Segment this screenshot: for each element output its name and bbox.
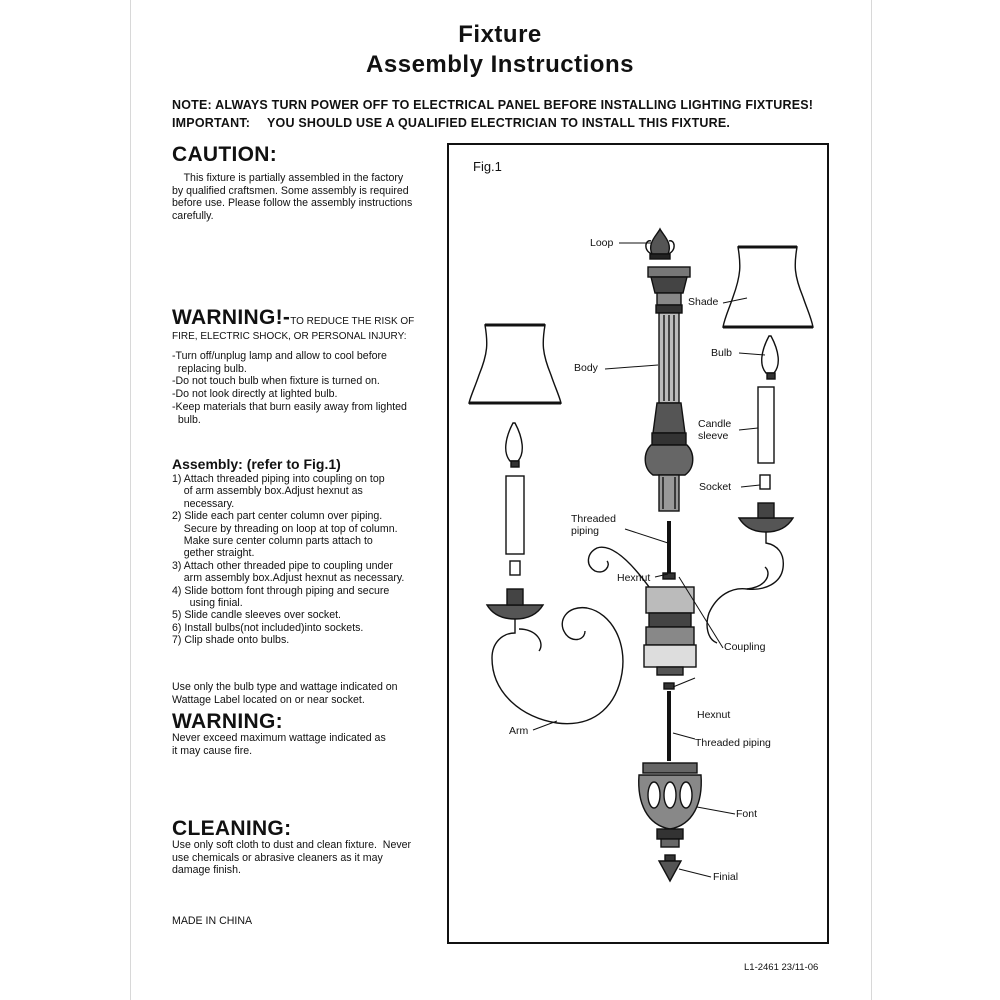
page-title: Fixture	[458, 21, 542, 48]
label-body: Body	[574, 362, 598, 374]
important-label: IMPORTANT:	[172, 116, 251, 130]
coupling-part	[644, 587, 696, 675]
assembly-heading: Assembly: (refer to Fig.1)	[172, 456, 341, 472]
note-text: ALWAYS TURN POWER OFF TO ELECTRICAL PANEL BEFORE INSTALLING LIGHTING FIXTURES!	[215, 98, 814, 112]
caution-heading: CAUTION:	[172, 143, 278, 166]
left-candle-sleeve-part	[506, 476, 524, 554]
label-loop: Loop	[590, 237, 614, 249]
power-note	[172, 98, 813, 112]
assembly-steps: 1) Attach threaded piping into coupling on top of arm assembly box.Adjust hexnut as necessary. 2) Slide each part center column over piping. Secure by threading on loop at top of column. Make sure center column parts attach to gether straight. 3) Attach other threaded pipe to coupling under arm assembly box.Adjust hexnut as necessary. 4) Slide bottom font through piping and secure using finial. 5) Slide candle sleeves over socket. 6) Install bulbs(not included)into sockets. 7) Clip shade onto bulbs.	[172, 473, 405, 647]
body-part	[645, 267, 693, 511]
label-finial: Finial	[713, 871, 739, 883]
left-shade-part	[469, 325, 561, 403]
label-hexnut-top: Hexnut	[617, 572, 651, 584]
right-arm-part	[707, 532, 783, 643]
important-text: YOU SHOULD USE A QUALIFIED ELECTRICIAN TO INSTALL THIS FIXTURE.	[267, 116, 731, 130]
warning2-body: Never exceed maximum wattage indicated as it may cause fire.	[172, 732, 386, 757]
figure-label: Fig.1	[473, 159, 502, 174]
cleaning-body: Use only soft cloth to dust and clean fixture. Never use chemicals or abrasive cleaners as it may damage finish.	[172, 839, 412, 877]
warning-subline: FIRE, ELECTRIC SHOCK, OR PERSONAL INJURY:	[172, 331, 407, 342]
warning-heading-text: WARNING!-	[172, 306, 291, 329]
font-part	[639, 763, 701, 847]
cleaning-heading: CLEANING:	[172, 817, 292, 840]
document-code: L1-2461 23/11-06	[744, 962, 819, 973]
label-candle-sleeve: Candle sleeve	[698, 418, 732, 442]
label-bulb: Bulb	[711, 347, 733, 359]
label-arm: Arm	[509, 725, 529, 737]
label-socket: Socket	[699, 481, 732, 493]
label-threaded-piping-top: Threaded piping	[571, 513, 616, 537]
made-in-label: MADE IN CHINA	[172, 915, 253, 927]
important-note	[172, 116, 730, 130]
label-coupling: Coupling	[724, 641, 766, 653]
warning-inline-text: TO REDUCE THE RISK OF	[290, 316, 415, 327]
label-font: Font	[736, 808, 758, 820]
label-hexnut-bottom: Hexnut	[697, 709, 731, 721]
right-candle-sleeve-part	[758, 387, 774, 463]
page-subtitle: Assembly Instructions	[366, 51, 634, 78]
label-threaded-piping-bottom: Threaded piping	[695, 737, 771, 749]
bulb-note: Use only the bulb type and wattage indicated on Wattage Label located on or near socket.	[172, 681, 398, 706]
left-bulb-part	[506, 423, 523, 461]
caution-body: This fixture is partially assembled in the factory by qualified craftsmen. Some assembly is required before use. Please follow the assembly instructions carefully.	[172, 172, 413, 223]
fixture-exploded-diagram	[447, 143, 825, 940]
warning2-heading: WARNING:	[172, 710, 283, 733]
left-arm-part	[492, 608, 623, 724]
finial-part	[659, 855, 681, 881]
right-shade-part	[723, 247, 813, 327]
loop-part	[646, 229, 674, 259]
label-shade: Shade	[688, 296, 719, 308]
warning-body: -Turn off/unplug lamp and allow to cool before replacing bulb. -Do not touch bulb when fixture is turned on. -Do not look directly at lighted bulb. -Keep materials that burn easily away from lighted bulb.	[172, 350, 407, 426]
warning-heading	[172, 306, 414, 330]
note-label: NOTE:	[172, 98, 212, 112]
